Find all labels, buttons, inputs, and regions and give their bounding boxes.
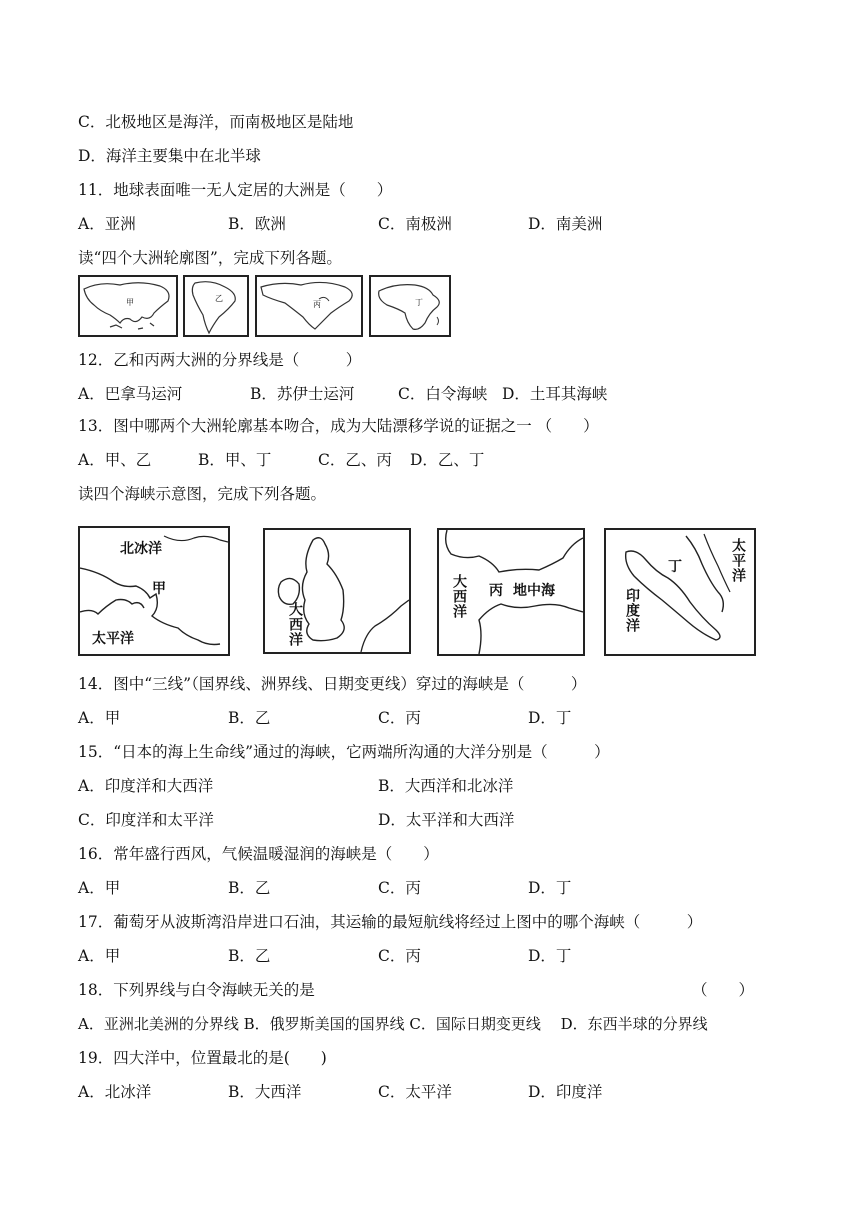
strait-map-yi: [263, 528, 411, 654]
q19-option-a[interactable]: A．北冰洋: [78, 1083, 152, 1101]
q14-option-b[interactable]: B．乙: [228, 709, 271, 727]
continent-label-jia: 甲: [126, 298, 134, 307]
q12-option-a[interactable]: A．巴拿马运河: [78, 385, 183, 403]
q18-options[interactable]: A．亚洲北美洲的分界线 B．俄罗斯美国的国界线 C．国际日期变更线 D．东西半球的分界线: [78, 1015, 708, 1033]
q17-option-a[interactable]: A．甲: [78, 947, 121, 965]
option-c-polar: C．北极地区是海洋，而南极地区是陆地: [78, 113, 354, 131]
strait3-label: 丙: [489, 583, 503, 599]
strait3-sea-mediterranean: 地中海: [513, 583, 555, 599]
q11-option-d[interactable]: D．南美洲: [528, 215, 603, 233]
strait1-ocean-pacific: 太平洋: [92, 631, 134, 647]
q15-option-c[interactable]: C．印度洋和太平洋: [78, 811, 214, 829]
strait-map-jia: [78, 526, 230, 656]
q16-option-c[interactable]: C．丙: [378, 879, 421, 897]
continent-map-ding: [369, 275, 451, 337]
q19-option-d[interactable]: D．印度洋: [528, 1083, 603, 1101]
strait-map-bing: [437, 528, 585, 656]
option-d-ocean: D．海洋主要集中在北半球: [78, 147, 261, 165]
question-11: 11．地球表面唯一无人定居的大洲是（ ）: [78, 181, 393, 199]
continent-label-yi: 乙: [215, 294, 223, 303]
question-13: 13．图中哪两个大洲轮廓基本吻合，成为大陆漂移学说的证据之一 （ ）: [78, 417, 599, 435]
question-17: 17．葡萄牙从波斯湾沿岸进口石油，其运输的最短航线将经过上图中的哪个海峡（ ）: [78, 913, 703, 931]
strait3-ocean-atlantic: 大西洋: [451, 574, 467, 619]
strait4-label: 丁: [668, 559, 682, 575]
q14-option-a[interactable]: A．甲: [78, 709, 121, 727]
q15-option-a[interactable]: A．印度洋和大西洋: [78, 777, 214, 795]
question-15: 15．“日本的海上生命线”通过的海峡，它两端所沟通的大洋分别是（ ）: [78, 743, 610, 761]
q17-option-b[interactable]: B．乙: [228, 947, 271, 965]
q13-option-b[interactable]: B．甲、丁: [198, 451, 272, 469]
q15-option-d[interactable]: D．太平洋和大西洋: [378, 811, 515, 829]
q19-option-c[interactable]: C．太平洋: [378, 1083, 452, 1101]
q16-option-a[interactable]: A．甲: [78, 879, 121, 897]
q14-option-c[interactable]: C．丙: [378, 709, 421, 727]
strait1-ocean-arctic: 北冰洋: [120, 541, 162, 557]
reading-instruction-2: 读四个海峡示意图，完成下列各题。: [78, 485, 327, 503]
q13-option-c[interactable]: C．乙、丙: [318, 451, 392, 469]
q15-option-b[interactable]: B．大西洋和北冰洋: [378, 777, 514, 795]
strait2-ocean-atlantic: 大西洋: [287, 602, 303, 647]
strait1-label: 甲: [152, 581, 166, 597]
q11-option-c[interactable]: C．南极洲: [378, 215, 452, 233]
strait4-ocean-pacific: 太平洋: [730, 538, 746, 583]
q11-option-a[interactable]: A．亚洲: [78, 215, 136, 233]
q12-option-d[interactable]: D．土耳其海峡: [502, 385, 608, 403]
reading-instruction-1: 读“四个大洲轮廓图”，完成下列各题。: [78, 249, 342, 267]
question-19: 19．四大洋中，位置最北的是( ): [78, 1049, 327, 1067]
strait4-ocean-indian: 印度洋: [624, 588, 640, 633]
q12-option-c[interactable]: C．白令海峡: [398, 385, 488, 403]
q13-option-d[interactable]: D．乙、丁: [410, 451, 485, 469]
q13-option-a[interactable]: A．甲、乙: [78, 451, 152, 469]
q14-option-d[interactable]: D．丁: [528, 709, 572, 727]
q16-option-d[interactable]: D．丁: [528, 879, 572, 897]
question-12: 12．乙和丙两大洲的分界线是（ ）: [78, 351, 362, 369]
continent-map-yi: [183, 275, 249, 337]
continent-label-ding: 丁: [415, 298, 423, 307]
strait-map-ding: [604, 528, 756, 656]
continent-label-bing: 丙: [313, 300, 321, 309]
continent-map-bing: [255, 275, 363, 337]
q11-option-b[interactable]: B．欧洲: [228, 215, 286, 233]
question-14: 14．图中“三线”（国界线、洲界线、日期变更线）穿过的海峡是（ ）: [78, 675, 587, 693]
q19-option-b[interactable]: B．大西洋: [228, 1083, 302, 1101]
continent-map-jia: [78, 275, 178, 337]
q18-answer-paren: （ ）: [692, 981, 755, 999]
question-18: 18．下列界线与白令海峡无关的是: [78, 981, 315, 999]
q12-option-b[interactable]: B．苏伊士运河: [250, 385, 355, 403]
q17-option-d[interactable]: D．丁: [528, 947, 572, 965]
q17-option-c[interactable]: C．丙: [378, 947, 421, 965]
question-16: 16．常年盛行西风，气候温暖湿润的海峡是（ ）: [78, 845, 439, 863]
q16-option-b[interactable]: B．乙: [228, 879, 271, 897]
